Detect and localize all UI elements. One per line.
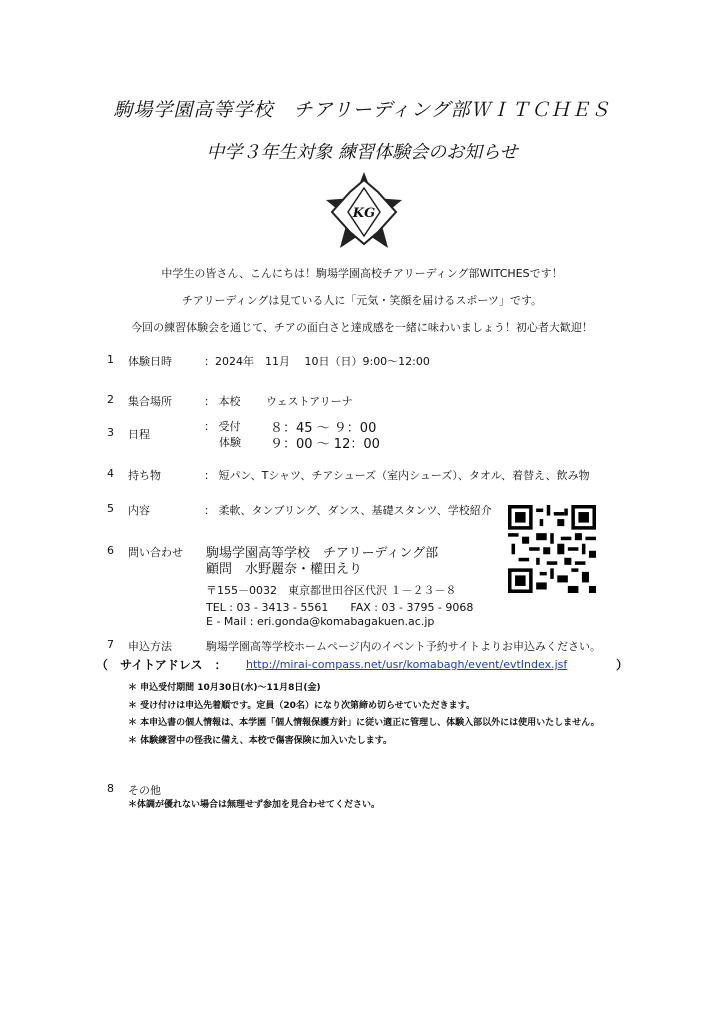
apply-note: ＊ 本申込書の個人情報は、本学園「個人情報保護方針」に従い適正に管理し、体験入部以外には使用いたしません。 xyxy=(128,718,600,728)
item-value-apply: 駒場学園高等学校ホームページ内のイベント予約サイトよりお申込みください。 xyxy=(206,640,602,653)
item-label-date: 体験日時 xyxy=(128,355,172,368)
contact-tel-fax: TEL : 03 - 3413 - 5561 FAX : 03 - 3795 - 9068 xyxy=(206,601,474,614)
item-value-date: ：2024年 11月 10日（日）9:00～12:00 xyxy=(204,355,430,368)
item-number: 4 xyxy=(107,467,114,480)
schedule-trial-time: ９：00 ～ 12：00 xyxy=(270,437,380,452)
intro-line-3: 今回の練習体験会を通じて、チアの面白さと達成感を一緒に味わいましょう！初心者大歓迎！ xyxy=(131,321,593,334)
item-number: 8 xyxy=(107,782,114,795)
item-number: 7 xyxy=(107,638,114,651)
site-address-close: ） xyxy=(616,658,629,672)
intro-line-1: 中学生の皆さん、こんにちは！駒場学園高校チアリーディング部WITCHESです！ xyxy=(161,267,563,280)
contact-advisor: 顧問 水野麗奈・權田えり xyxy=(206,562,363,577)
contact-org: 駒場学園高等学校 チアリーディング部 xyxy=(206,546,439,561)
contact-email: E - Mail : eri.gonda@komabagakuen.ac.jp xyxy=(206,615,435,628)
site-address-link[interactable]: http://mirai-compass.net/usr/komabagh/event/evtIndex.jsf xyxy=(246,658,568,671)
page-subtitle: 中学３年生対象 練習体験会のお知らせ xyxy=(206,142,518,163)
schedule-trial-label: 体験 xyxy=(219,436,241,449)
apply-note: ＊ 受け付けは申込先着順です。定員（20名）になり次第締め切らせていただきます。 xyxy=(128,701,475,711)
item-label-belongings: 持ち物 xyxy=(128,469,161,482)
item-number: 5 xyxy=(107,502,114,515)
intro-line-2: チアリーディングは見ている人に「元気・笑顔を届けるスポーツ」です。 xyxy=(181,294,543,307)
item-number: 6 xyxy=(107,544,114,557)
item-label-place: 集合場所 xyxy=(128,395,172,408)
item-value-content: ： 柔軟、タンブリング、ダンス、基礎スタンツ、学校紹介 xyxy=(204,504,492,517)
item-number: 3 xyxy=(107,426,114,439)
other-note: ＊体調が優れない場合は無理せず参加を見合わせてください。 xyxy=(128,800,381,810)
item-value-place: ： 本校 ウェストアリーナ xyxy=(204,395,353,408)
page-title: 駒場学園高等学校 チアリーディング部ＷＩＴＣＨＥＳ xyxy=(113,99,611,121)
logo-text: KG xyxy=(352,206,376,221)
schedule-reception-label: ： 受付 xyxy=(204,420,241,433)
item-value-belongings: ： 短パン、Tシャツ、チアシューズ（室内シューズ）、タオル、着替え、飲み物 xyxy=(204,469,590,482)
qr-code xyxy=(508,505,596,593)
schedule-reception-time: ８：45 ～ ９：00 xyxy=(270,421,377,436)
site-address-label: （ サイトアドレス ： xyxy=(96,658,227,672)
apply-note: ＊ 申込受付期間 10月30日(水)～11月8日(金) xyxy=(128,683,321,693)
contact-address: 〒155－0032 東京都世田谷区代沢 １－２３－８ xyxy=(206,584,457,597)
item-label-content: 内容 xyxy=(128,504,150,517)
apply-note: ＊ 体験練習中の怪我に備え、本校で傷害保険に加入いたします。 xyxy=(128,736,392,746)
item-number: 1 xyxy=(107,353,114,366)
item-label-schedule: 日程 xyxy=(128,428,150,441)
item-label-other: その他 xyxy=(128,784,161,797)
school-logo xyxy=(322,170,406,254)
item-label-contact: 問い合わせ xyxy=(128,546,183,559)
item-number: 2 xyxy=(107,393,114,406)
item-label-apply: 申込方法 xyxy=(128,640,172,653)
